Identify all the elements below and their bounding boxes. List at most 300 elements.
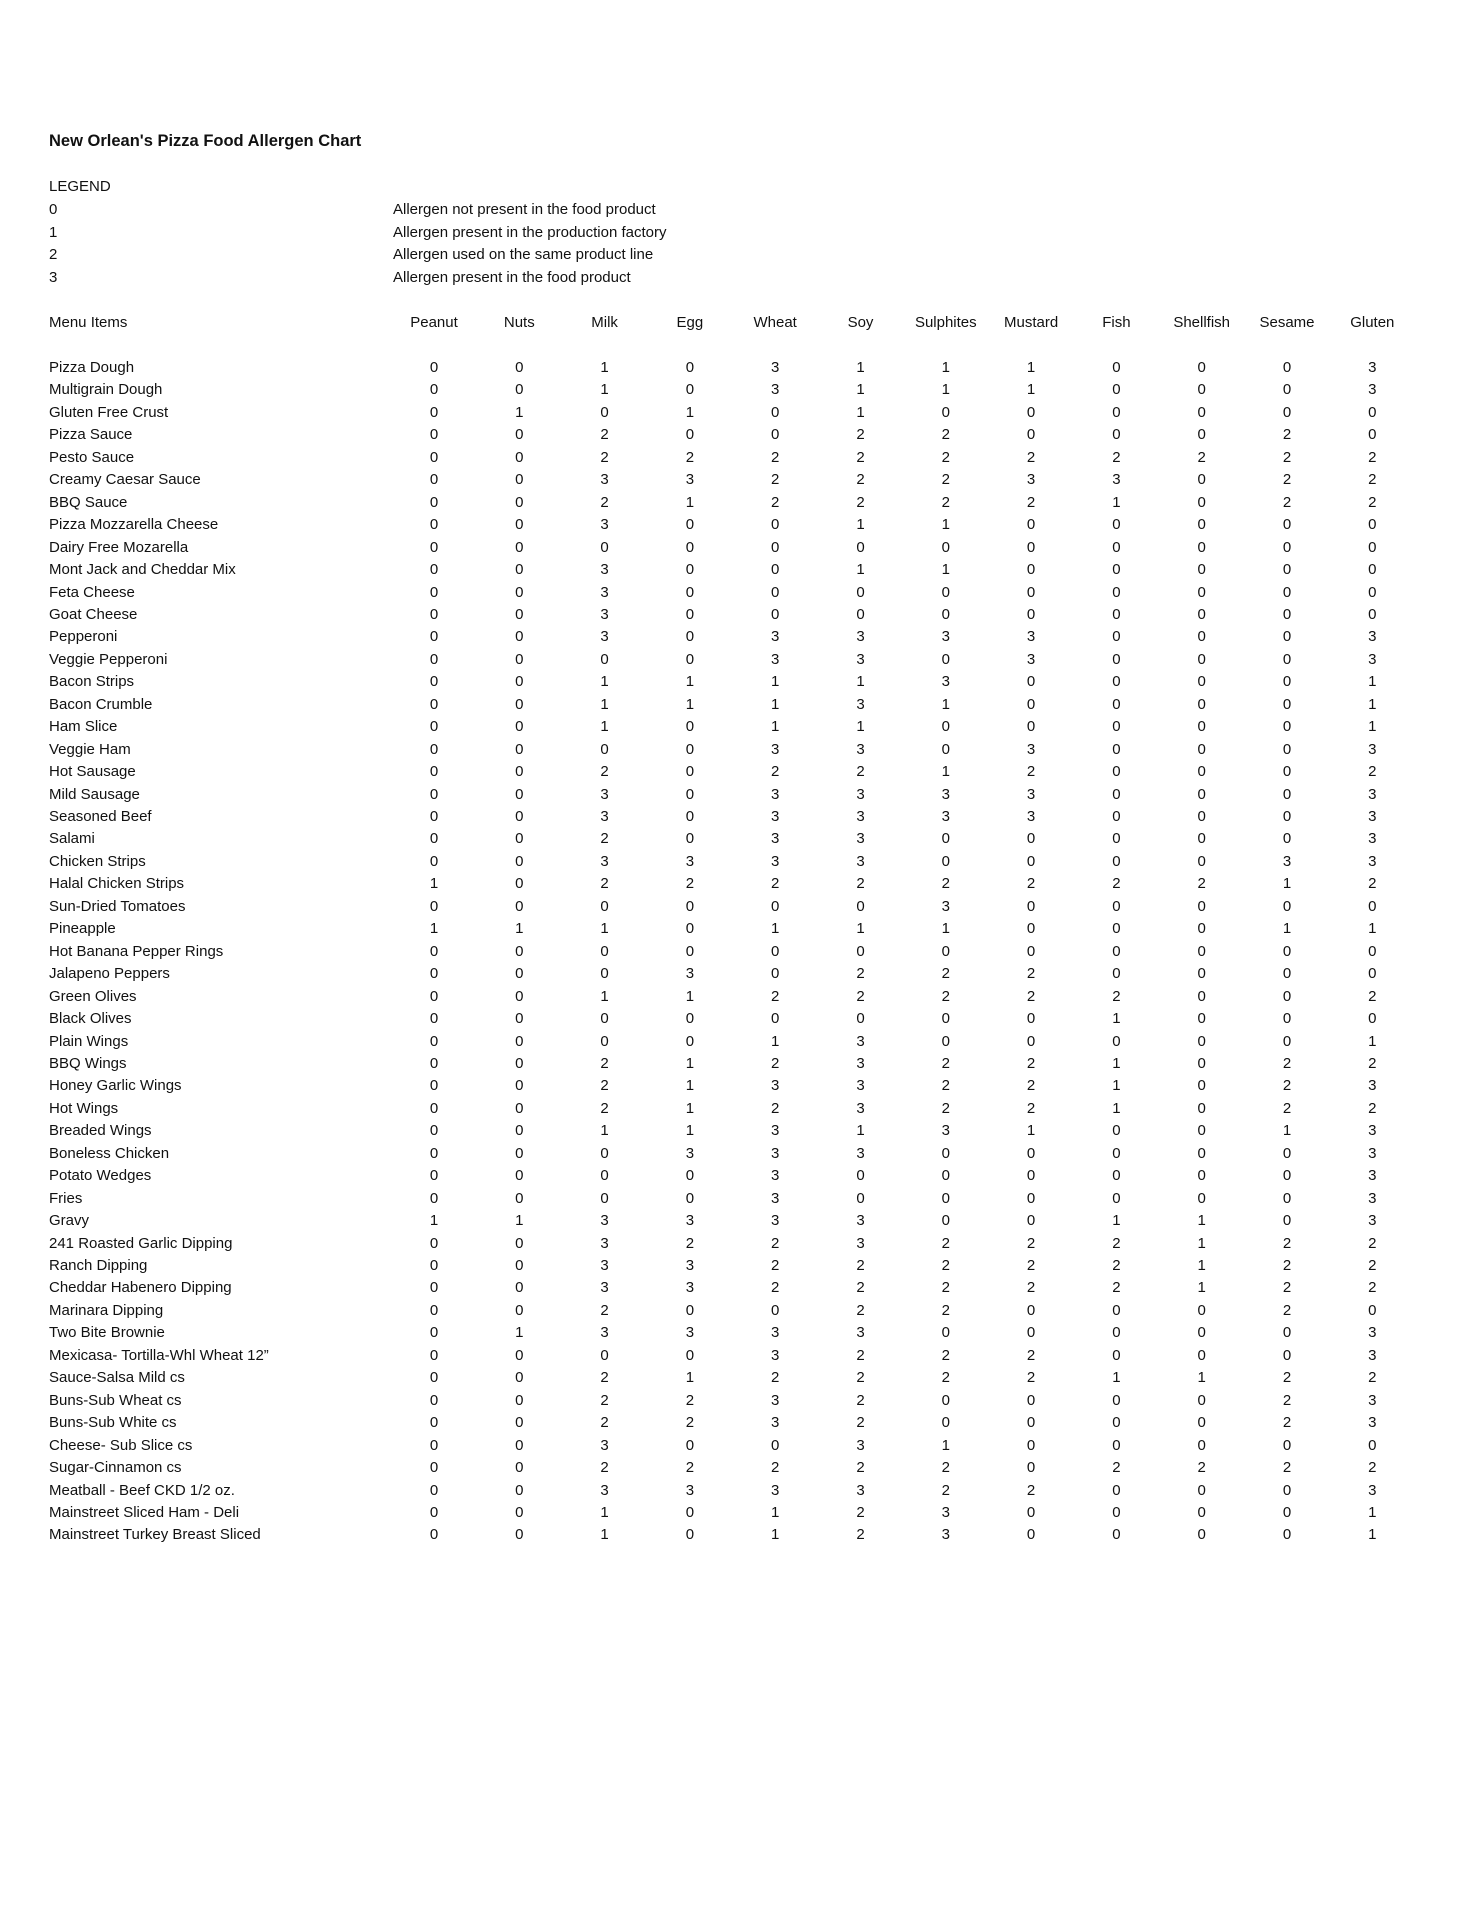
menu-item-name: Ham Slice bbox=[49, 718, 118, 736]
allergen-value: 2 bbox=[1112, 448, 1121, 466]
table-row bbox=[49, 741, 1449, 763]
allergen-value: 0 bbox=[1197, 561, 1206, 579]
allergen-value: 0 bbox=[429, 1122, 439, 1140]
allergen-value: 2 bbox=[856, 763, 865, 781]
allergen-value: 0 bbox=[1112, 695, 1121, 713]
allergen-value: 0 bbox=[1197, 1010, 1206, 1028]
allergen-value: 0 bbox=[429, 763, 439, 781]
menu-item-name: Sun-Dried Tomatoes bbox=[49, 897, 186, 915]
allergen-value: 0 bbox=[1112, 1481, 1121, 1499]
allergen-value: 0 bbox=[856, 538, 865, 556]
allergen-value: 3 bbox=[1368, 359, 1377, 376]
allergen-value: 1 bbox=[429, 920, 439, 938]
allergen-value: 0 bbox=[1197, 471, 1206, 489]
allergen-value: 3 bbox=[941, 808, 950, 825]
allergen-value: 1 bbox=[1197, 1279, 1206, 1297]
allergen-value: 0 bbox=[515, 1526, 524, 1544]
menu-item-name: Salami bbox=[49, 830, 95, 848]
allergen-value: 0 bbox=[515, 875, 524, 893]
allergen-value: 0 bbox=[685, 538, 695, 556]
allergen-value: 3 bbox=[771, 1212, 780, 1230]
allergen-value: 2 bbox=[1282, 1459, 1292, 1477]
allergen-value: 0 bbox=[685, 718, 695, 736]
allergen-value: 0 bbox=[771, 605, 780, 623]
table-row bbox=[49, 1414, 1449, 1436]
table-header-row bbox=[49, 314, 1449, 336]
menu-item-name: Green Olives bbox=[49, 987, 137, 1005]
allergen-value: 3 bbox=[600, 1481, 609, 1499]
allergen-value: 3 bbox=[856, 1212, 865, 1230]
allergen-value: 0 bbox=[1026, 605, 1036, 623]
allergen-value: 0 bbox=[515, 1257, 524, 1274]
allergen-value: 0 bbox=[515, 493, 524, 511]
allergen-value: 2 bbox=[1197, 448, 1206, 466]
allergen-value: 3 bbox=[1026, 740, 1036, 758]
allergen-value: 2 bbox=[941, 987, 950, 1005]
allergen-value: 0 bbox=[515, 1414, 524, 1432]
allergen-value: 0 bbox=[515, 1167, 524, 1185]
allergen-value: 0 bbox=[771, 403, 780, 421]
allergen-value: 2 bbox=[600, 1099, 609, 1117]
allergen-value: 3 bbox=[771, 381, 780, 399]
allergen-value: 2 bbox=[941, 1054, 950, 1072]
allergen-value: 0 bbox=[429, 1369, 439, 1387]
allergen-value: 3 bbox=[1368, 1122, 1377, 1140]
allergen-value: 1 bbox=[1282, 1122, 1292, 1140]
allergen-value: 2 bbox=[1368, 987, 1377, 1005]
allergen-value: 0 bbox=[515, 740, 524, 758]
allergen-value: 2 bbox=[856, 1391, 865, 1409]
allergen-value: 0 bbox=[1197, 1122, 1206, 1140]
allergen-value: 1 bbox=[600, 1526, 609, 1544]
allergen-value: 2 bbox=[771, 1369, 780, 1387]
allergen-value: 0 bbox=[1026, 1010, 1036, 1028]
allergen-value: 2 bbox=[1026, 1279, 1036, 1297]
allergen-value: 3 bbox=[1368, 1414, 1377, 1432]
allergen-value: 3 bbox=[856, 1144, 865, 1162]
menu-item-name: Cheese- Sub Slice cs bbox=[49, 1436, 193, 1454]
allergen-value: 0 bbox=[1026, 538, 1036, 556]
allergen-value: 0 bbox=[429, 1144, 439, 1162]
allergen-value: 0 bbox=[771, 426, 780, 444]
allergen-value: 0 bbox=[600, 1144, 609, 1162]
allergen-value: 0 bbox=[1026, 1391, 1036, 1409]
allergen-value: 3 bbox=[771, 1414, 780, 1432]
allergen-value: 0 bbox=[941, 403, 950, 421]
allergen-value: 0 bbox=[515, 1032, 524, 1050]
allergen-value: 3 bbox=[1368, 1167, 1377, 1185]
allergen-value: 1 bbox=[600, 718, 609, 736]
allergen-value: 0 bbox=[1112, 1167, 1121, 1185]
allergen-value: 0 bbox=[1112, 1391, 1121, 1409]
allergen-value: 0 bbox=[1282, 808, 1292, 825]
allergen-value: 0 bbox=[515, 1189, 524, 1207]
allergen-value: 0 bbox=[515, 359, 524, 376]
allergen-value: 0 bbox=[685, 1167, 695, 1185]
allergen-value: 3 bbox=[685, 1481, 695, 1499]
allergen-value: 0 bbox=[1197, 718, 1206, 736]
allergen-value: 0 bbox=[429, 695, 439, 713]
allergen-value: 2 bbox=[1368, 493, 1377, 511]
allergen-value: 1 bbox=[1112, 1099, 1121, 1117]
allergen-value: 2 bbox=[600, 1414, 609, 1432]
allergen-value: 0 bbox=[515, 965, 524, 983]
allergen-value: 0 bbox=[1368, 942, 1377, 960]
allergen-value: 2 bbox=[1368, 1369, 1377, 1387]
allergen-value: 0 bbox=[1368, 1010, 1377, 1028]
allergen-value: 0 bbox=[1282, 1167, 1292, 1185]
allergen-value: 3 bbox=[1368, 785, 1377, 803]
menu-item-name: Seasoned Beef bbox=[49, 808, 152, 825]
allergen-value: 2 bbox=[600, 830, 609, 848]
allergen-value: 0 bbox=[685, 763, 695, 781]
allergen-value: 2 bbox=[1112, 987, 1121, 1005]
allergen-value: 0 bbox=[1112, 1414, 1121, 1432]
allergen-value: 0 bbox=[1112, 965, 1121, 983]
allergen-value: 2 bbox=[856, 1279, 865, 1297]
allergen-value: 0 bbox=[429, 1414, 439, 1432]
allergen-value: 3 bbox=[1112, 471, 1121, 489]
allergen-value: 2 bbox=[685, 1414, 695, 1432]
menu-item-name: Black Olives bbox=[49, 1010, 132, 1028]
allergen-value: 3 bbox=[685, 1212, 695, 1230]
allergen-value: 2 bbox=[1282, 1391, 1292, 1409]
allergen-value: 0 bbox=[771, 583, 780, 601]
allergen-value: 2 bbox=[771, 1257, 780, 1274]
allergen-value: 0 bbox=[1112, 538, 1121, 556]
table-row bbox=[49, 1459, 1449, 1481]
allergen-value: 2 bbox=[1026, 1369, 1036, 1387]
allergen-value: 0 bbox=[515, 1436, 524, 1454]
allergen-value: 0 bbox=[1197, 852, 1206, 870]
allergen-value: 1 bbox=[685, 1369, 695, 1387]
allergen-value: 3 bbox=[856, 1077, 865, 1095]
menu-item-name: BBQ Wings bbox=[49, 1054, 127, 1072]
allergen-value: 2 bbox=[1282, 1077, 1292, 1095]
allergen-value: 3 bbox=[600, 605, 609, 623]
allergen-value: 0 bbox=[941, 1414, 950, 1432]
allergen-value: 1 bbox=[941, 516, 950, 534]
allergen-value: 3 bbox=[600, 808, 609, 825]
table-row bbox=[49, 988, 1449, 1010]
allergen-value: 0 bbox=[515, 628, 524, 646]
allergen-value: 0 bbox=[1026, 1526, 1036, 1544]
allergen-value: 0 bbox=[685, 942, 695, 960]
allergen-value: 0 bbox=[515, 538, 524, 556]
allergen-value: 0 bbox=[600, 1032, 609, 1050]
allergen-value: 1 bbox=[941, 763, 950, 781]
allergen-value: 0 bbox=[685, 1526, 695, 1544]
allergen-value: 2 bbox=[771, 875, 780, 893]
menu-item-name: Hot Sausage bbox=[49, 763, 136, 781]
allergen-value: 2 bbox=[941, 1369, 950, 1387]
allergen-value: 2 bbox=[941, 1301, 950, 1319]
allergen-value: 0 bbox=[515, 673, 524, 691]
allergen-value: 2 bbox=[1368, 471, 1377, 489]
allergen-value: 0 bbox=[1368, 965, 1377, 983]
allergen-value: 0 bbox=[856, 897, 865, 915]
table-row bbox=[49, 1212, 1449, 1234]
allergen-value: 0 bbox=[1197, 763, 1206, 781]
allergen-value: 0 bbox=[1112, 1324, 1121, 1342]
allergen-value: 0 bbox=[1026, 1144, 1036, 1162]
allergen-value: 2 bbox=[600, 426, 609, 444]
allergen-value: 0 bbox=[941, 1144, 950, 1162]
allergen-value: 1 bbox=[1368, 695, 1377, 713]
allergen-value: 1 bbox=[856, 561, 865, 579]
menu-item-name: Pizza Mozzarella Cheese bbox=[49, 516, 219, 534]
allergen-value: 0 bbox=[429, 1324, 439, 1342]
allergen-value: 3 bbox=[771, 1346, 780, 1364]
menu-items-header: Menu Items bbox=[49, 314, 128, 331]
allergen-value: 3 bbox=[685, 1257, 695, 1274]
allergen-value: 0 bbox=[685, 1301, 695, 1319]
allergen-value: 0 bbox=[1197, 426, 1206, 444]
allergen-value: 0 bbox=[685, 1436, 695, 1454]
allergen-value: 0 bbox=[1282, 1144, 1292, 1162]
allergen-value: 3 bbox=[856, 852, 865, 870]
allergen-value: 2 bbox=[1112, 1234, 1121, 1252]
table-row bbox=[49, 853, 1449, 875]
column-header-nuts: Nuts bbox=[503, 314, 535, 331]
allergen-value: 3 bbox=[685, 965, 695, 983]
allergen-value: 0 bbox=[1282, 1481, 1292, 1499]
allergen-value: 1 bbox=[856, 920, 865, 938]
allergen-value: 2 bbox=[1026, 1481, 1036, 1499]
allergen-value: 2 bbox=[1026, 1257, 1036, 1274]
allergen-value: 0 bbox=[1282, 965, 1292, 983]
allergen-value: 0 bbox=[429, 1077, 439, 1095]
allergen-value: 2 bbox=[1282, 1257, 1292, 1274]
allergen-value: 3 bbox=[771, 808, 780, 825]
allergen-value: 0 bbox=[1112, 1436, 1121, 1454]
allergen-value: 3 bbox=[771, 1189, 780, 1207]
table-row bbox=[49, 965, 1449, 987]
allergen-value: 0 bbox=[1112, 1032, 1121, 1050]
menu-item-name: Ranch Dipping bbox=[49, 1257, 148, 1274]
allergen-value: 0 bbox=[515, 942, 524, 960]
allergen-value: 2 bbox=[771, 763, 780, 781]
allergen-value: 1 bbox=[685, 695, 695, 713]
allergen-value: 0 bbox=[685, 1346, 695, 1364]
allergen-value: 0 bbox=[1026, 830, 1036, 848]
allergen-value: 0 bbox=[429, 830, 439, 848]
table-row bbox=[49, 808, 1449, 830]
allergen-value: 0 bbox=[771, 897, 780, 915]
allergen-value: 0 bbox=[1026, 516, 1036, 534]
allergen-value: 1 bbox=[600, 381, 609, 399]
allergen-value: 0 bbox=[429, 1189, 439, 1207]
allergen-value: 1 bbox=[1026, 381, 1036, 399]
table-row bbox=[49, 426, 1449, 448]
allergen-value: 0 bbox=[1026, 673, 1036, 691]
allergen-value: 0 bbox=[1282, 740, 1292, 758]
allergen-value: 2 bbox=[856, 1346, 865, 1364]
allergen-value: 1 bbox=[1026, 359, 1036, 376]
allergen-value: 2 bbox=[941, 426, 950, 444]
legend-description: Allergen used on the same product line bbox=[393, 246, 654, 263]
allergen-value: 2 bbox=[1026, 1346, 1036, 1364]
allergen-value: 3 bbox=[1368, 628, 1377, 646]
allergen-value: 2 bbox=[856, 1459, 865, 1477]
allergen-value: 1 bbox=[941, 359, 950, 376]
table-row bbox=[49, 494, 1449, 516]
menu-item-name: Cheddar Habenero Dipping bbox=[49, 1279, 232, 1297]
table-row bbox=[49, 1077, 1449, 1099]
allergen-value: 0 bbox=[1197, 965, 1206, 983]
allergen-value: 0 bbox=[1112, 808, 1121, 825]
allergen-value: 3 bbox=[941, 897, 950, 915]
allergen-value: 3 bbox=[1368, 1077, 1377, 1095]
column-header-wheat: Wheat bbox=[753, 314, 797, 331]
allergen-value: 0 bbox=[1197, 1503, 1206, 1521]
allergen-value: 3 bbox=[1026, 808, 1036, 825]
allergen-value: 0 bbox=[600, 538, 609, 556]
allergen-value: 0 bbox=[1112, 1189, 1121, 1207]
allergen-value: 0 bbox=[515, 1459, 524, 1477]
allergen-value: 0 bbox=[1197, 359, 1206, 376]
allergen-value: 0 bbox=[685, 740, 695, 758]
allergen-value: 1 bbox=[685, 987, 695, 1005]
allergen-value: 0 bbox=[1197, 673, 1206, 691]
allergen-value: 3 bbox=[1368, 830, 1377, 848]
allergen-value: 0 bbox=[429, 561, 439, 579]
menu-item-name: Breaded Wings bbox=[49, 1122, 152, 1140]
allergen-value: 0 bbox=[1197, 808, 1206, 825]
allergen-value: 1 bbox=[1112, 1077, 1121, 1095]
allergen-value: 0 bbox=[1282, 538, 1292, 556]
allergen-value: 2 bbox=[1282, 1234, 1292, 1252]
allergen-value: 0 bbox=[1197, 583, 1206, 601]
allergen-value: 0 bbox=[1026, 561, 1036, 579]
allergen-value: 0 bbox=[856, 1010, 865, 1028]
allergen-value: 0 bbox=[771, 538, 780, 556]
allergen-value: 2 bbox=[771, 1279, 780, 1297]
allergen-value: 2 bbox=[941, 1257, 950, 1274]
allergen-value: 0 bbox=[429, 605, 439, 623]
table-row bbox=[49, 471, 1449, 493]
table-row bbox=[49, 786, 1449, 808]
allergen-value: 3 bbox=[1368, 1391, 1377, 1409]
allergen-value: 3 bbox=[1368, 1212, 1377, 1230]
allergen-value: 0 bbox=[1112, 561, 1121, 579]
allergen-value: 3 bbox=[1026, 628, 1036, 646]
allergen-value: 1 bbox=[685, 673, 695, 691]
allergen-value: 0 bbox=[856, 1189, 865, 1207]
allergen-value: 0 bbox=[1026, 1459, 1036, 1477]
allergen-value: 1 bbox=[771, 695, 780, 713]
allergen-value: 3 bbox=[685, 471, 695, 489]
allergen-value: 1 bbox=[600, 1503, 609, 1521]
allergen-value: 0 bbox=[941, 942, 950, 960]
menu-item-name: Bacon Strips bbox=[49, 673, 135, 691]
allergen-value: 2 bbox=[1112, 1279, 1121, 1297]
allergen-value: 2 bbox=[771, 1054, 780, 1072]
allergen-value: 2 bbox=[856, 471, 865, 489]
allergen-value: 1 bbox=[941, 920, 950, 938]
allergen-value: 3 bbox=[941, 785, 950, 803]
menu-item-name: BBQ Sauce bbox=[49, 493, 128, 511]
allergen-value: 0 bbox=[941, 1167, 950, 1185]
allergen-value: 0 bbox=[1197, 493, 1206, 511]
menu-item-name: Hot Banana Pepper Rings bbox=[49, 942, 224, 960]
allergen-value: 0 bbox=[429, 1099, 439, 1117]
allergen-value: 0 bbox=[1197, 1054, 1206, 1072]
allergen-value: 0 bbox=[1282, 1010, 1292, 1028]
table-row bbox=[49, 1324, 1449, 1346]
allergen-value: 3 bbox=[856, 1234, 865, 1252]
allergen-value: 0 bbox=[1026, 403, 1036, 421]
allergen-value: 0 bbox=[1026, 426, 1036, 444]
column-header-soy: Soy bbox=[847, 314, 874, 331]
allergen-value: 1 bbox=[941, 695, 950, 713]
table-row bbox=[49, 561, 1449, 583]
allergen-value: 0 bbox=[771, 942, 780, 960]
allergen-value: 0 bbox=[1197, 650, 1206, 668]
allergen-value: 1 bbox=[600, 673, 609, 691]
allergen-value: 0 bbox=[600, 942, 609, 960]
allergen-value: 0 bbox=[1197, 403, 1206, 421]
allergen-value: 2 bbox=[941, 493, 950, 511]
allergen-value: 3 bbox=[771, 1077, 780, 1095]
allergen-value: 1 bbox=[856, 381, 865, 399]
allergen-value: 0 bbox=[685, 605, 695, 623]
table-row bbox=[49, 1392, 1449, 1414]
allergen-value: 0 bbox=[685, 1010, 695, 1028]
allergen-value: 3 bbox=[1368, 1346, 1377, 1364]
allergen-value: 2 bbox=[771, 987, 780, 1005]
allergen-value: 0 bbox=[685, 920, 695, 938]
allergen-value: 2 bbox=[1026, 1099, 1036, 1117]
menu-item-name: Fries bbox=[49, 1189, 83, 1207]
allergen-value: 2 bbox=[771, 1234, 780, 1252]
table-row bbox=[49, 1235, 1449, 1257]
allergen-value: 0 bbox=[1197, 740, 1206, 758]
allergen-value: 0 bbox=[941, 740, 950, 758]
allergen-value: 0 bbox=[1112, 1346, 1121, 1364]
allergen-value: 0 bbox=[1197, 1391, 1206, 1409]
allergen-value: 1 bbox=[1197, 1369, 1206, 1387]
allergen-value: 3 bbox=[1368, 381, 1377, 399]
column-header-gluten: Gluten bbox=[1350, 314, 1395, 331]
allergen-value: 3 bbox=[941, 673, 950, 691]
allergen-value: 1 bbox=[685, 1122, 695, 1140]
allergen-value: 2 bbox=[1368, 875, 1377, 893]
allergen-value: 0 bbox=[1197, 1526, 1206, 1544]
allergen-value: 0 bbox=[1112, 516, 1121, 534]
allergen-value: 0 bbox=[1026, 920, 1036, 938]
allergen-value: 0 bbox=[1197, 1481, 1206, 1499]
table-row bbox=[49, 875, 1449, 897]
allergen-value: 3 bbox=[856, 695, 865, 713]
allergen-value: 1 bbox=[856, 718, 865, 736]
table-row bbox=[49, 404, 1449, 426]
allergen-value: 0 bbox=[1026, 1503, 1036, 1521]
column-header-shellfish: Shellfish bbox=[1173, 314, 1231, 331]
menu-item-name: Dairy Free Mozarella bbox=[49, 538, 189, 556]
allergen-value: 0 bbox=[1112, 583, 1121, 601]
allergen-value: 0 bbox=[941, 830, 950, 848]
table-row bbox=[49, 1167, 1449, 1189]
allergen-value: 0 bbox=[515, 1503, 524, 1521]
column-header-milk: Milk bbox=[591, 314, 618, 331]
column-header-fish: Fish bbox=[1102, 314, 1131, 331]
menu-item-name: Meatball - Beef CKD 1/2 oz. bbox=[49, 1481, 235, 1499]
allergen-value: 2 bbox=[1282, 1369, 1292, 1387]
allergen-value: 0 bbox=[1197, 381, 1206, 399]
allergen-value: 0 bbox=[941, 1189, 950, 1207]
allergen-value: 0 bbox=[429, 1234, 439, 1252]
